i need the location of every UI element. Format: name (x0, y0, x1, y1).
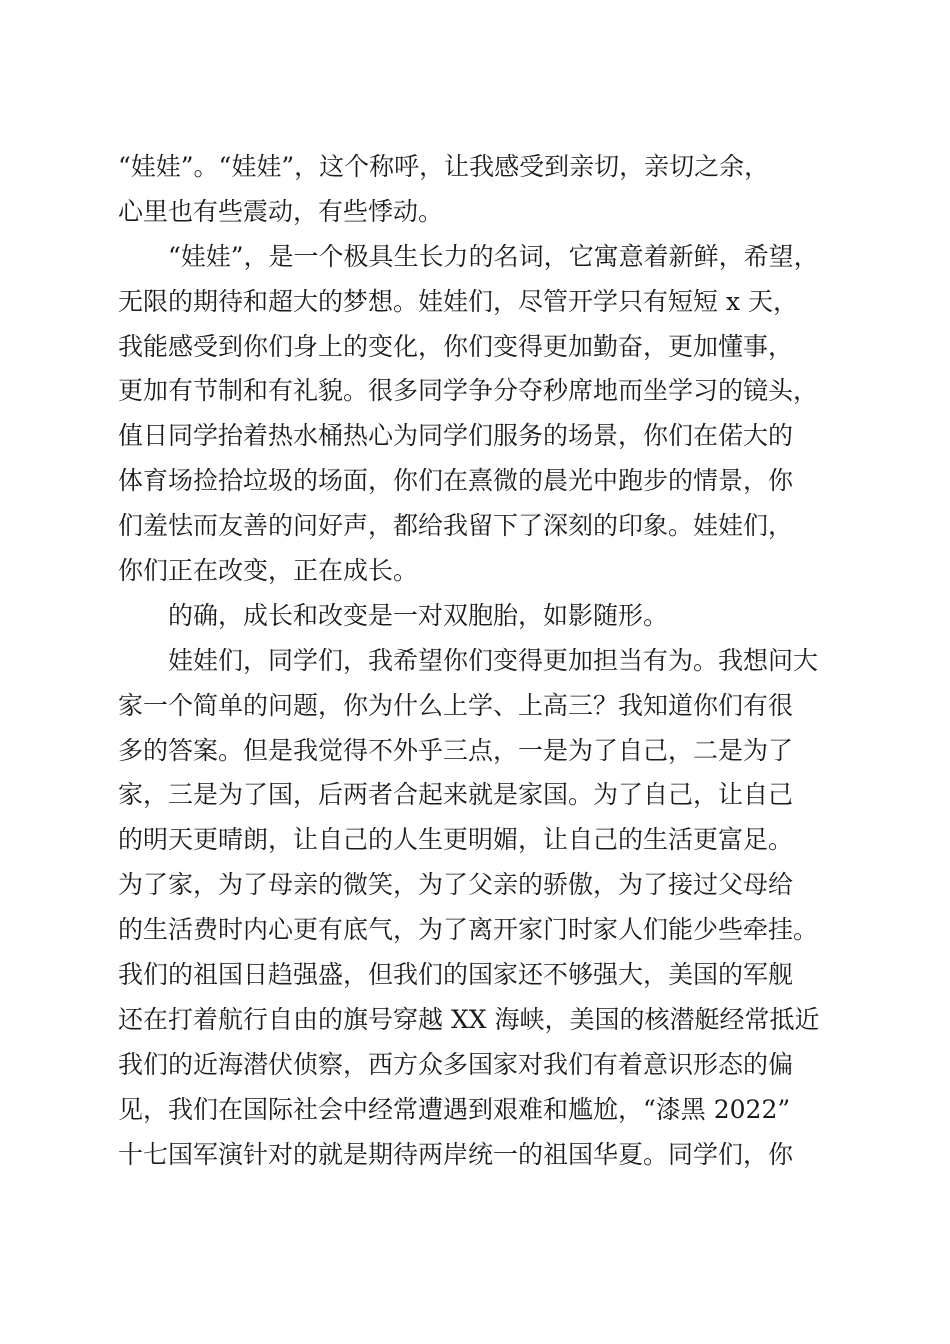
text-line: 十七国军演针对的就是期待两岸统一的祖国华夏。同学们，你 (118, 1139, 794, 1169)
body-text (118, 145, 858, 1177)
text-line: “娃娃”，是一个极具生长力的名词，它寓意着新鲜，希望， (168, 241, 819, 271)
text-line: 见，我们在国际社会中经常遭遇到艰难和尴尬，“漆黑 2022” (118, 1094, 791, 1124)
text-line: 为了家，为了母亲的微笑，为了父亲的骄傲，为了接过父母给 (118, 870, 794, 900)
text-line: 娃娃们，同学们，我希望你们变得更加担当有为。我想问大 (168, 645, 819, 675)
text-line: 们羞怯而友善的问好声，都给我留下了深刻的印象。娃娃们， (118, 511, 794, 541)
text-line: 还在打着航行自由的旗号穿越 XX 海峡，美国的核潜艇经常抵近 (118, 1004, 820, 1034)
text-line: 体育场捡拾垃圾的场面，你们在熹微的晨光中跑步的情景，你 (118, 466, 794, 496)
text-line: 我们的近海潜伏侦察，西方众多国家对我们有着意识形态的偏 (118, 1049, 794, 1079)
text-line: 的明天更晴朗，让自己的人生更明媚，让自己的生活更富足。 (118, 825, 794, 855)
text-line: 值日同学抬着热水桶热心为同学们服务的场景，你们在偌大的 (118, 421, 794, 451)
text-line: 心里也有些震动，有些悸动。 (118, 196, 444, 226)
text-line: 你们正在改变，正在成长。 (118, 556, 419, 586)
text-line: “娃娃”。“娃娃”，这个称呼，让我感受到亲切，亲切之余， (118, 152, 770, 181)
text-line: 的确，成长和改变是一对双胞胎，如影随形。 (168, 600, 669, 630)
text-line: 多的答案。但是我觉得不外乎三点，一是为了自己，二是为了 (118, 735, 794, 765)
text-line: 更加有节制和有礼貌。很多同学争分夺秒席地而坐学习的镜头， (118, 376, 819, 406)
text-line: 的生活费时内心更有底气，为了离开家门时家人们能少些牵挂。 (118, 915, 819, 945)
text-line: 家，三是为了国，后两者合起来就是家国。为了自己，让自己 (118, 780, 794, 810)
text-line: 我们的祖国日趋强盛，但我们的国家还不够强大，美国的军舰 (118, 960, 794, 990)
text-line: 无限的期待和超大的梦想。娃娃们，尽管开学只有短短 x 天， (118, 286, 798, 316)
text-line: 我能感受到你们身上的变化，你们变得更加勤奋，更加懂事， (118, 331, 794, 361)
text-line: 家一个简单的问题，你为什么上学、上高三？我知道你们有很 (118, 690, 794, 720)
